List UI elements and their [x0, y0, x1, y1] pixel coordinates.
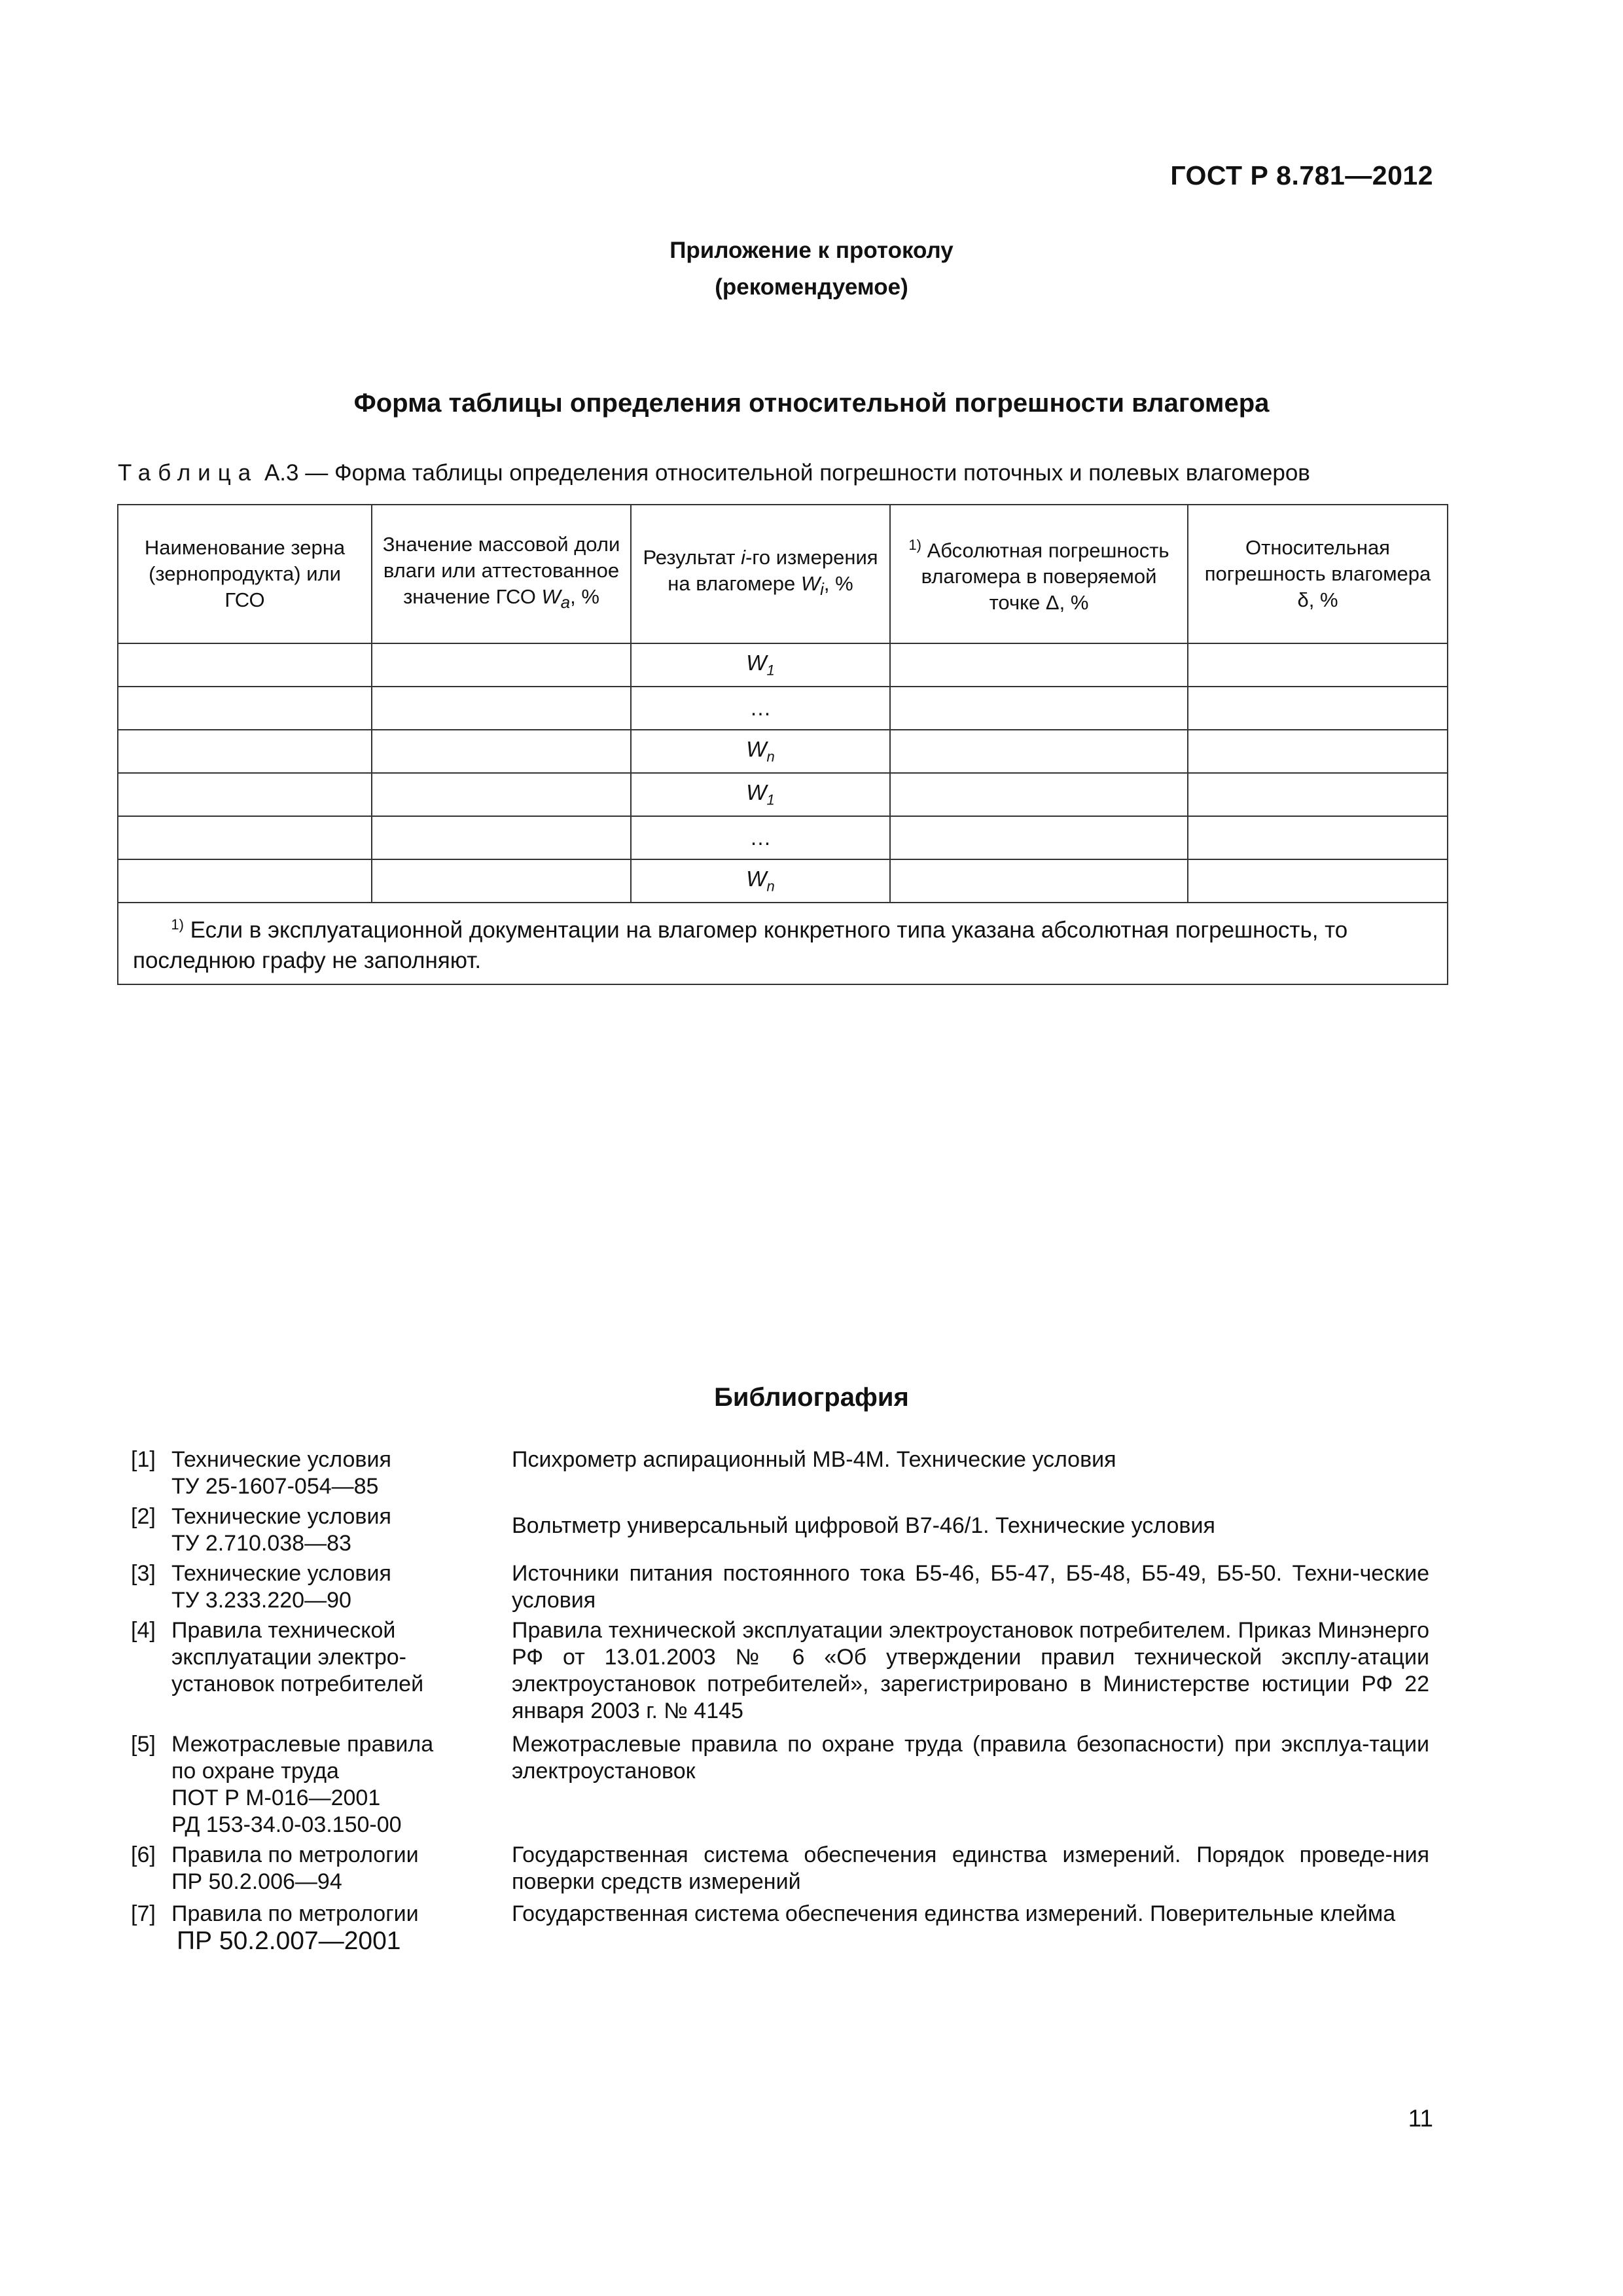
table-row: [118, 687, 1448, 730]
section-title: Форма таблицы определения относительной погрешности влагомера: [353, 389, 1270, 418]
bibliography-item: [131, 1617, 1440, 1725]
standard-designation: ГОСТ Р 8.781—2012: [1170, 160, 1433, 190]
bib-reference: Правила по метрологии ПР 50.2.006—94: [171, 1842, 419, 1894]
bib-title: Психрометр аспирационный МВ-4М. Технические условия: [512, 1447, 1116, 1472]
header-relative-error: Относительная погрешность влагомера δ, %: [1188, 505, 1448, 643]
header-moisture-value: Значение массовой доли влаги или аттестованное значение ГСО $W_a$, %: [372, 505, 631, 643]
bib-number: [3]: [131, 1561, 156, 1586]
table-footnote: $^{1)}$ Если в эксплуатационной документации на влагомер конкретного типа указана абсолютная погрешность, то последнюю графу не заполняют.: [118, 903, 1448, 984]
table-cell: [118, 773, 372, 816]
table-cell: [1188, 816, 1448, 859]
table-cell: [118, 859, 372, 903]
bibliography-item: [131, 1842, 1440, 1895]
table-cell: [1188, 730, 1448, 773]
table-cell: [118, 816, 372, 859]
bibliography-title: Библиография: [714, 1383, 909, 1412]
table-cell: [372, 816, 631, 859]
table-cell: [372, 859, 631, 903]
bib-number: [6]: [131, 1842, 156, 1867]
bib-number: [2]: [131, 1504, 156, 1529]
header-grain-name: Наименование зерна (зернопродукта) или ГСО: [118, 505, 372, 643]
table-row: [118, 816, 1448, 859]
bib-title: Государственная система обеспечения единства измерений. Поверительные клейма: [512, 1901, 1396, 1926]
table-cell: [118, 643, 372, 687]
table-caption-label: Таблица: [118, 460, 259, 486]
table-row: [118, 730, 1448, 773]
table-cell: [1188, 773, 1448, 816]
header-absolute-error: $^{1)}$ Абсолютная погрешность влагомера в поверяемой точке Δ, %: [890, 505, 1188, 643]
table-cell: [372, 643, 631, 687]
bib-number: [7]: [131, 1901, 156, 1926]
table-row: [118, 773, 1448, 816]
table-cell: [118, 730, 372, 773]
table-footnote-row: [118, 903, 1448, 984]
bib-title: Правила технической эксплуатации электроустановок потребителем. Приказ Минэнерго РФ от 13.01.2003 № 6 «Об утверждении правил технической эксплу-атации электроустановок потребителей», зарегистрировано в Министерстве юстиции РФ 22 января 2003 г. № 4145: [512, 1618, 1429, 1723]
table-cell: [890, 687, 1188, 730]
bibliography-item: [131, 1503, 1440, 1557]
table-cell: [1188, 643, 1448, 687]
table-cell: [890, 816, 1188, 859]
measurement-cell: $W_n$: [631, 730, 890, 773]
bibliography-item: [131, 1446, 1440, 1500]
annex-line-1: Приложение к протоколу: [669, 238, 954, 263]
bib-number: [4]: [131, 1618, 156, 1643]
measurement-cell: …: [631, 816, 890, 859]
table-cell: [372, 687, 631, 730]
annex-heading: [0, 232, 1623, 306]
header-measurement-result: Результат i-го измерения на влагомере $W_i$, %: [631, 505, 890, 643]
measurement-cell: $W_1$: [631, 643, 890, 687]
bib-title: Источники питания постоянного тока Б5-46, Б5-47, Б5-48, Б5-49, Б5-50. Техни-ческие условия: [512, 1561, 1429, 1613]
bibliography-item: [131, 1560, 1440, 1614]
table-cell: [890, 859, 1188, 903]
bibliography-list: [131, 1446, 1440, 1958]
bibliography-item: [131, 1731, 1440, 1839]
table-cell: [372, 730, 631, 773]
bib-title: Вольтметр универсальный цифровой В7-46/1. Технические условия: [512, 1513, 1215, 1538]
bib-reference: Правила по метрологии ПР 50.2.007—2001: [171, 1901, 419, 1955]
bib-reference: Межотраслевые правила по охране труда ПОТ Р М-016—2001 РД 153-34.0-03.150-00: [171, 1732, 434, 1837]
measurement-cell: …: [631, 687, 890, 730]
table-row: [118, 643, 1448, 687]
table-cell: [372, 773, 631, 816]
page-number: 11: [1408, 2105, 1433, 2132]
error-table: [117, 504, 1448, 985]
measurement-cell: $W_1$: [631, 773, 890, 816]
table-caption: [118, 460, 1310, 486]
table-caption-text: А.3 — Форма таблицы определения относительной погрешности поточных и полевых влагомеров: [258, 460, 1310, 486]
table-cell: [1188, 859, 1448, 903]
bib-reference: Правила технической эксплуатации электро- установок потребителей: [171, 1618, 424, 1696]
bib-title: Межотраслевые правила по охране труда (правила безопасности) при эксплуа-тации электроустановок: [512, 1732, 1429, 1784]
bib-title: Государственная система обеспечения единства измерений. Порядок проведе-ния поверки средств измерений: [512, 1842, 1429, 1894]
measurement-cell: $W_n$: [631, 859, 890, 903]
table-cell: [118, 687, 372, 730]
bibliography-item: [131, 1901, 1440, 1954]
table-cell: [1188, 687, 1448, 730]
table-cell: [890, 773, 1188, 816]
bib-number: [5]: [131, 1732, 156, 1757]
table-header-row: [118, 505, 1448, 643]
table-cell: [890, 643, 1188, 687]
bib-reference: Технические условия ТУ 25-1607-054—85: [171, 1447, 391, 1499]
annex-line-2: (рекомендуемое): [715, 274, 908, 300]
bib-number: [1]: [131, 1447, 156, 1472]
table-cell: [890, 730, 1188, 773]
bib-reference: Технические условия ТУ 3.233.220—90: [171, 1561, 391, 1613]
table-row: [118, 859, 1448, 903]
bib-reference: Технические условия ТУ 2.710.038—83: [171, 1504, 391, 1556]
